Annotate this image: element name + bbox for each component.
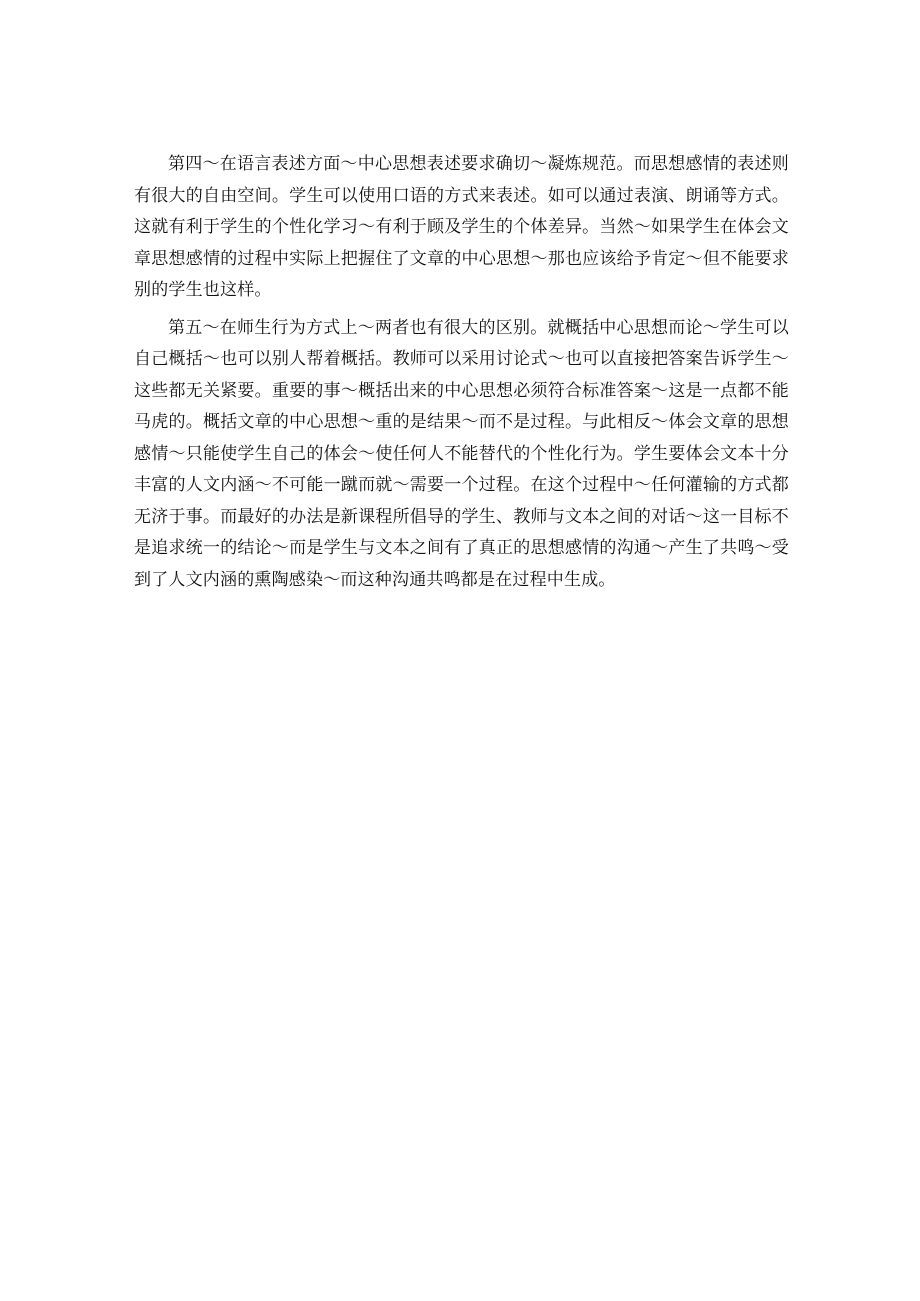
paragraph-5: 第五～在师生行为方式上～两者也有很大的区别。就概括中心思想而论～学生可以自己概括～也可以别人帮着概括。教师可以采用讨论式～也可以直接把答案告诉学生～这些都无关紧要。重要的事～概括出来的中心思想必须符合标准答案～这是一点都不能马虎的。概括文章的中心思想～重的是结果～而不是过程。与此相反～体会文章的思想感情～只能使学生自己的体会～使任何人不能替代的个性化行为。学生要体会文本十分丰富的人文内涵～不可能一蹴而就～需要一个过程。在这个过程中～任何灌输的方式都无济于事。而最好的办法是新课程所倡导的学生、教师与文本之间的对话～这一目标不是追求统一的结论～而是学生与文本之间有了真正的思想感情的沟通～产生了共鸣～受到了人文内涵的熏陶感染～而这种沟通共鸣都是在过程中生成。 (134, 317, 789, 590)
paragraph-4: 第四～在语言表述方面～中心思想表述要求确切～凝炼规范。而思想感情的表述则有很大的自由空间。学生可以使用口语的方式来表述。如可以通过表演、朗诵等方式。这就有利于学生的个性化学习～有利于顾及学生的个体差异。当然～如果学生在体会文章思想感情的过程中实际上把握住了文章的中心思想～那也应该给予肯定～但不能要求别的学生也这样。 (134, 154, 789, 300)
document-body (134, 149, 789, 602)
